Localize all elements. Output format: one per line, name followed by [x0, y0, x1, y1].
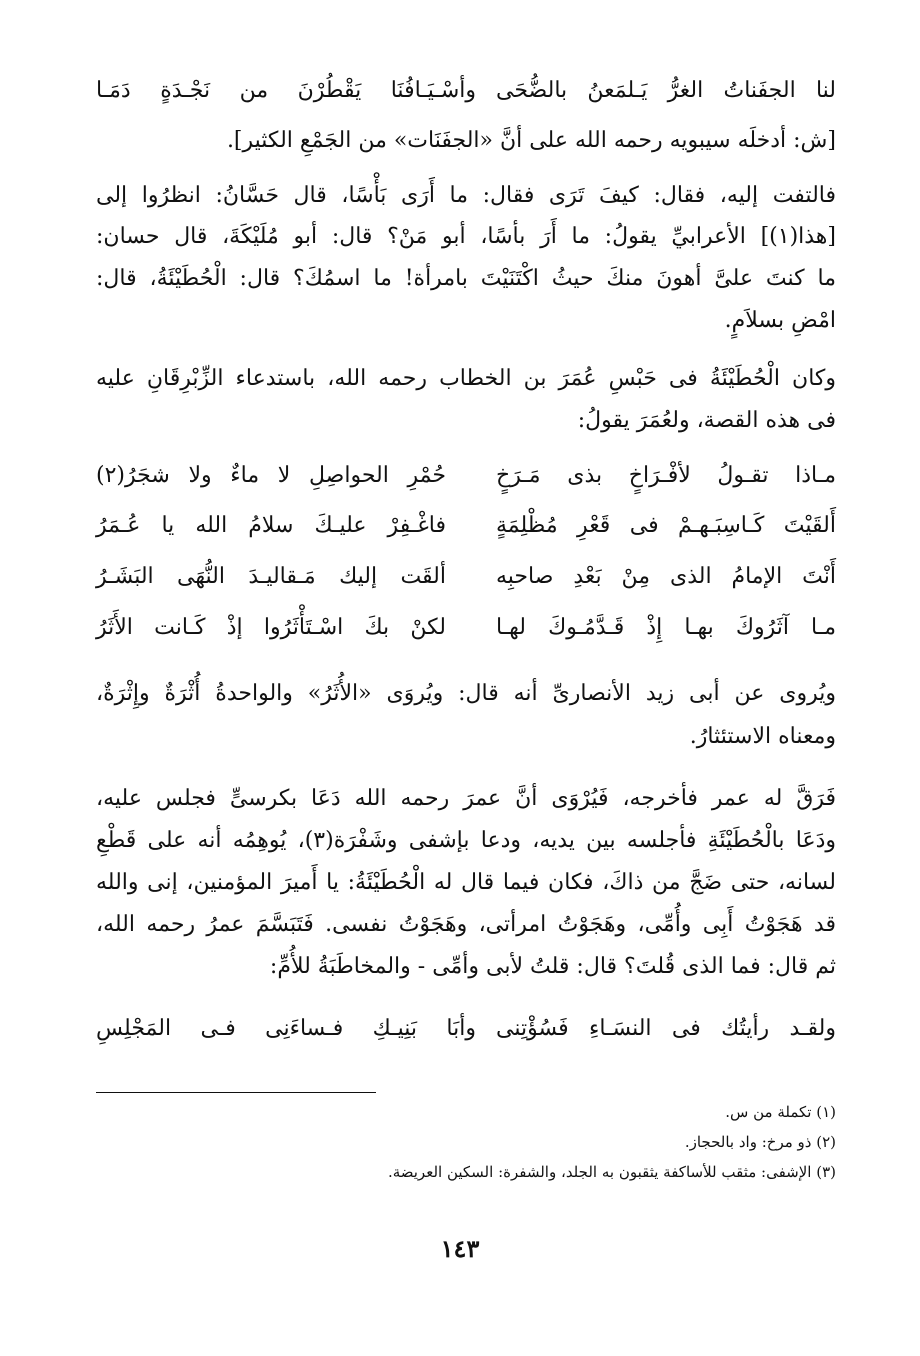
paragraph-line: ومعناه الاستئثارُ.	[689, 724, 836, 749]
paragraph-line: فالتفت إليه، فقال: كيفَ تَرَى فقال: ما أَرَى بَأْسًا، قال حَسَّانُ: انظرُوا إلى	[96, 183, 836, 208]
commentary-line: [ش: أدخلَه سيبويه رحمه الله على أنَّ «الجفَنَات» من الجَمْعِ الكثير].	[226, 128, 836, 153]
poem-hemistich-1: أَنْتَ الإمامُ الذى مِنْ بَعْدِ صاحبِه	[496, 564, 836, 589]
paragraph-line: [هذا(١)] الأعرابيِّ يقولُ: ما أَرَ بأسًا، أبو مَنْ؟ قال: أبو مُلَيْكَةَ، قال حسان:	[96, 224, 836, 249]
poem-hemistich-2: ألقَت إليك مَـقاليـدَ النُّهَى البَشَـرُ	[96, 564, 446, 589]
paragraph-line: قد هَجَوْتُ أَبِى وأُمِّى، وهَجَوْتُ امرأتى، وهَجَوْتُ نفسى. فَتَبَسَّمَ عمرُ رحمه الله،	[96, 912, 836, 937]
paragraph-line: ويُروى عن أبى زيد الأنصارىِّ أنه قال: ويُروَى «الأُثَرُ» والواحدةُ أُثْرَةٌ وإِثْرَةٌ،	[96, 681, 836, 706]
paragraph-line: ما كنتَ علىَّ أهونَ منكَ حيثُ اكْتَنَيْتَ بامرأة! ما اسمُكَ؟ قال: الْحُطَيْئَةُ، قال:	[96, 266, 836, 291]
poem-verse	[96, 513, 836, 553]
poem-hemistich-2: لكنْ بكَ اسْـتَأْثَرُوا إذْ كَـانت الأَثَرُ	[96, 615, 446, 640]
footnote: (١) تكملة من س.	[725, 1103, 836, 1121]
verse-hemistich-2: وأبَا بَنِيـكِ فـساءَنِى فـى المَجْلِسِ	[96, 1016, 476, 1041]
page-number: ١٤٣	[440, 1234, 480, 1263]
paragraph-line: لسانه، حتى ضَجَّ من ذاكَ، فكان فيما قال له الْحُطَيْئَةُ: يا أَميرَ المؤمنين، إنى والله	[96, 870, 836, 895]
paragraph-line: ودَعَا بالْحُطَيْئَةِ فأجلسه بين يديه، ودعا بإشفى وشَفْرَة(٣)، يُوهِمُه أنه على قَطْعِ	[96, 828, 836, 853]
poem-hemistich-1: مـا آثَرُوكَ بهـا إِذْ قَـدَّمُـوكَ لهـا	[496, 615, 836, 640]
poem-hemistich-1: أَلقَيْتَ كَـاسِبَـهـمْ فى قَعْرِ مُظْلِمَةٍ	[496, 513, 836, 538]
poem-hemistich-2: حُمْرِ الحواصِلِ لا ماءٌ ولا شجَرُ(٢)	[96, 463, 446, 488]
poem-verse	[96, 564, 836, 604]
paragraph-line: ثم قال: فما الذى قُلتَ؟ قال: قلتُ لأبى وأمِّى - والمخاطَبَةُ للأُمِّ:	[269, 954, 836, 979]
paragraph-line: فى هذه القصة، ولعُمَرَ يقولُ:	[577, 408, 836, 433]
paragraph-line: وكان الْحُطَيْئَةُ فى حَبْسِ عُمَرَ بن الخطاب رحمه الله، باستدعاء الزِّبْرِقَانِ عليه	[96, 366, 836, 391]
verse-last	[96, 1016, 836, 1056]
poem-verse	[96, 463, 836, 503]
paragraph-line: فَرَقَّ له عمر فأخرجه، فَيُرْوَى أنَّ عمرَ رحمه الله دَعَا بكرسىٍّ فجلس عليه،	[96, 786, 836, 811]
poem-hemistich-1: مـاذا تقـولُ لأفْـرَاخٍ بذى مَـرَخٍ	[496, 463, 836, 488]
footnote-divider	[96, 1092, 376, 1093]
verse-hemistich-1: ولقـد رأيتُك فى النسَـاءِ فَسُؤْتِنى	[496, 1016, 836, 1041]
footnote: (٣) الإشفى: مثقب للأساكفة يثقبون به الجلد، والشفرة: السكين العريضة.	[387, 1163, 836, 1181]
paragraph-line: امْضِ بسلاَمٍ.	[724, 308, 836, 333]
poem-hemistich-2: فاغْـفِرْ عليـكَ سلامُ الله يا عُـمَرُ	[96, 513, 446, 538]
verse-hemistich-2: وأسْـيَـافُنَا يَقْطُرْنَ من نَجْـدَةٍ دَمَـا	[96, 78, 476, 103]
poem-verse	[96, 615, 836, 655]
verse-hemistich-1: لنا الجفَناتُ الغرُّ يَـلمَعنُ بالضُّحَى	[496, 78, 836, 103]
verse-top	[96, 78, 836, 118]
footnote: (٢) ذو مرخ: واد بالحجاز.	[684, 1133, 836, 1151]
